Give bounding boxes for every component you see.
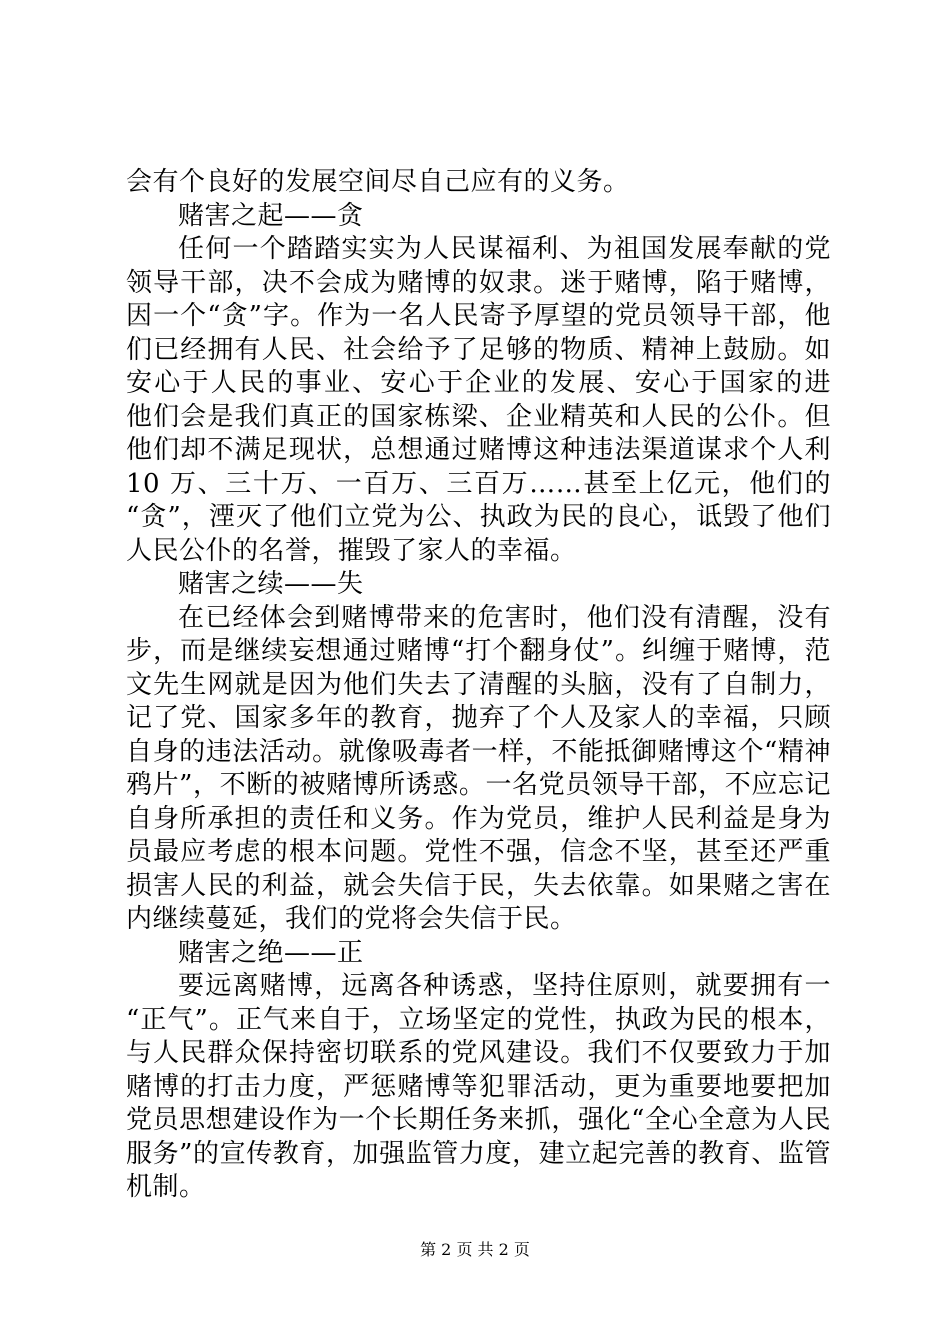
text-line: “正气”。正气来自于，立场坚定的党性，执政为民的根本， xyxy=(126,1004,831,1035)
text-line: 自身的违法活动。就像吸毒者一样，不能抵御赌博这个“精神 xyxy=(126,736,831,767)
text-line: 记了党、国家多年的教育，抛弃了个人及家人的幸福，只顾 xyxy=(126,703,831,733)
text-line: 与人民群众保持密切联系的党风建设。我们不仅要致力于加 xyxy=(126,1038,831,1068)
text-line: 人民公仆的名誉，摧毁了家人的幸福。 xyxy=(126,535,577,566)
text-line: 鸦片”，不断的被赌博所诱惑。一名党员领导干部，不应忘记 xyxy=(126,770,831,800)
text-line: 他们会是我们真正的国家栋梁、企业精英和人民的公仆。但 xyxy=(126,401,831,432)
document-body xyxy=(126,166,831,1205)
text-line: 内继续蔓延，我们的党将会失信于民。 xyxy=(126,904,577,934)
text-line: 会有个良好的发展空间尽自己应有的义务。 xyxy=(126,167,630,197)
text-line: 10 万、三十万、一百万、三百万……甚至上亿元，他们的 xyxy=(126,468,831,499)
text-line: 赌害之续——失 xyxy=(178,569,364,599)
text-line: 损害人民的利益，就会失信于民，失去依靠。如果赌之害在 xyxy=(126,870,831,901)
text-line: 在已经体会到赌博带来的危害时，他们没有清醒，没有 xyxy=(178,602,831,633)
text-line: 服务”的宣传教育，加强监管力度，建立起完善的教育、监管 xyxy=(126,1138,831,1169)
page-footer: 第 2 页 共 2 页 xyxy=(420,1240,530,1259)
text-line: 机制。 xyxy=(126,1172,206,1202)
text-line: 自身所承担的责任和义务。作为党员，维护人民利益是身为 xyxy=(126,803,831,834)
text-line: 任何一个踏踏实实为人民谋福利、为祖国发展奉献的党 xyxy=(178,234,831,264)
text-line: 文先生网就是因为他们失去了清醒的头脑，没有了自制力， xyxy=(126,669,831,700)
text-line: 赌害之绝——正 xyxy=(178,937,364,968)
text-line: 安心于人民的事业、安心于企业的发展、安心于国家的进 xyxy=(126,368,831,398)
text-line: “贪”，湮灭了他们立党为公、执政为民的良心，诋毁了他们 xyxy=(126,502,831,532)
text-line: 党员思想建设作为一个长期任务来抓，强化“全心全意为人民 xyxy=(126,1105,831,1135)
text-line: 员最应考虑的根本问题。党性不强，信念不坚，甚至还严重 xyxy=(126,837,831,867)
text-line: 他们却不满足现状，总想通过赌博这种违法渠道谋求个人利 xyxy=(126,435,831,465)
text-line: 领导干部，决不会成为赌博的奴隶。迷于赌博，陷于赌博， xyxy=(126,267,831,298)
text-line: 要远离赌博，远离各种诱惑，坚持住原则，就要拥有一 xyxy=(178,971,831,1001)
text-line: 赌博的打击力度，严惩赌博等犯罪活动，更为重要地要把加 xyxy=(126,1071,831,1102)
text-line: 们已经拥有人民、社会给予了足够的物质、精神上鼓励。如 xyxy=(126,334,831,365)
text-line: 赌害之起——贪 xyxy=(178,200,364,231)
text-line: 步，而是继续妄想通过赌博“打个翻身仗”。纠缠于赌博，范 xyxy=(126,636,831,666)
text-line: 因一个“贪”字。作为一名人民寄予厚望的党员领导干部，他 xyxy=(126,301,831,331)
